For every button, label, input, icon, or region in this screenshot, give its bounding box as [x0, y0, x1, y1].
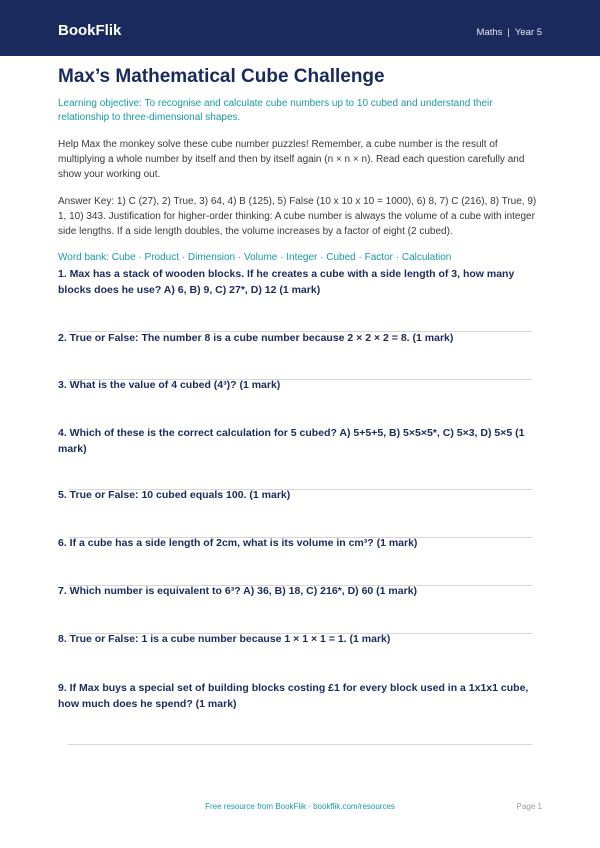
page-title: Max’s Mathematical Cube Challenge	[58, 66, 385, 87]
question-1: 1. Max has a stack of wooden blocks. If he creates a cube with a side length of 3, how many blocks does he use? A) 6, B) 9, C) 27*, D) 12 (1 mark)	[58, 268, 515, 296]
instructions-text: Help Max the monkey solve these cube number puzzles! Remember, a cube number is the result of multiplying a whole number by itself and then by itself again (n × n × n). Read each question carefully and show your working out.	[58, 139, 525, 180]
question-2: 2. True or False: The number 8 is a cube number because 2 × 2 × 2 = 8. (1 mark)	[58, 332, 454, 344]
question-4: 4. Which of these is the correct calculation for 5 cubed? A) 5+5+5, B) 5×5×5*, C) 5×3, D) 5×5 (1 mark)	[58, 427, 525, 455]
worksheet-intro	[58, 64, 542, 265]
page-header	[0, 0, 600, 56]
question-5: 5. True or False: 10 cubed equals 100. (1 mark)	[58, 489, 291, 501]
question-7: 7. Which number is equivalent to 6³? A) 36, B) 18, C) 216*, D) 60 (1 mark)	[58, 585, 418, 597]
page-number: Page 1	[516, 802, 542, 811]
word-bank: Word bank: Cube · Product · Dimension · Volume · Integer · Cubed · Factor · Calculation	[58, 252, 452, 263]
subject-label: Maths	[476, 27, 503, 38]
question-3: 3. What is the value of 4 cubed (4³)? (1 mark)	[58, 379, 281, 391]
meta-separator: |	[507, 27, 510, 38]
brand-logo-text: BookFlik	[58, 22, 122, 39]
year-label: Year 5	[514, 27, 542, 38]
question-8: 8. True or False: 1 is a cube number because 1 × 1 × 1 = 1. (1 mark)	[58, 633, 391, 645]
subject-year-label	[477, 27, 542, 39]
answer-key-text: Answer Key: 1) C (27), 2) True, 3) 64, 4) B (125), 5) False (10 x 10 x 10 = 1000), 6) 8, 7) C (216), 8) True, 9) 1, 10) 343. Justification for higher-order thinking: A cube number is always the volume of a cube with integer side lengths. If a side length doubles, the volume increases by a factor of eight (2 cubed).	[58, 196, 537, 237]
question-6: 6. If a cube has a side length of 2cm, what is its volume in cm³? (1 mark)	[58, 537, 418, 549]
answer-line-9	[68, 744, 532, 745]
question-9: 9. If Max buys a special set of building blocks costing £1 for every block used in a 1x1x1 cube, how much does he spend? (1 mark)	[58, 682, 529, 710]
learning-objective: Learning objective: To recognise and calculate cube numbers up to 10 cubed and understand their relationship to three-dimensional shapes.	[58, 98, 493, 123]
footer-text: Free resource from BookFlik · bookflik.com/resources	[205, 802, 395, 811]
